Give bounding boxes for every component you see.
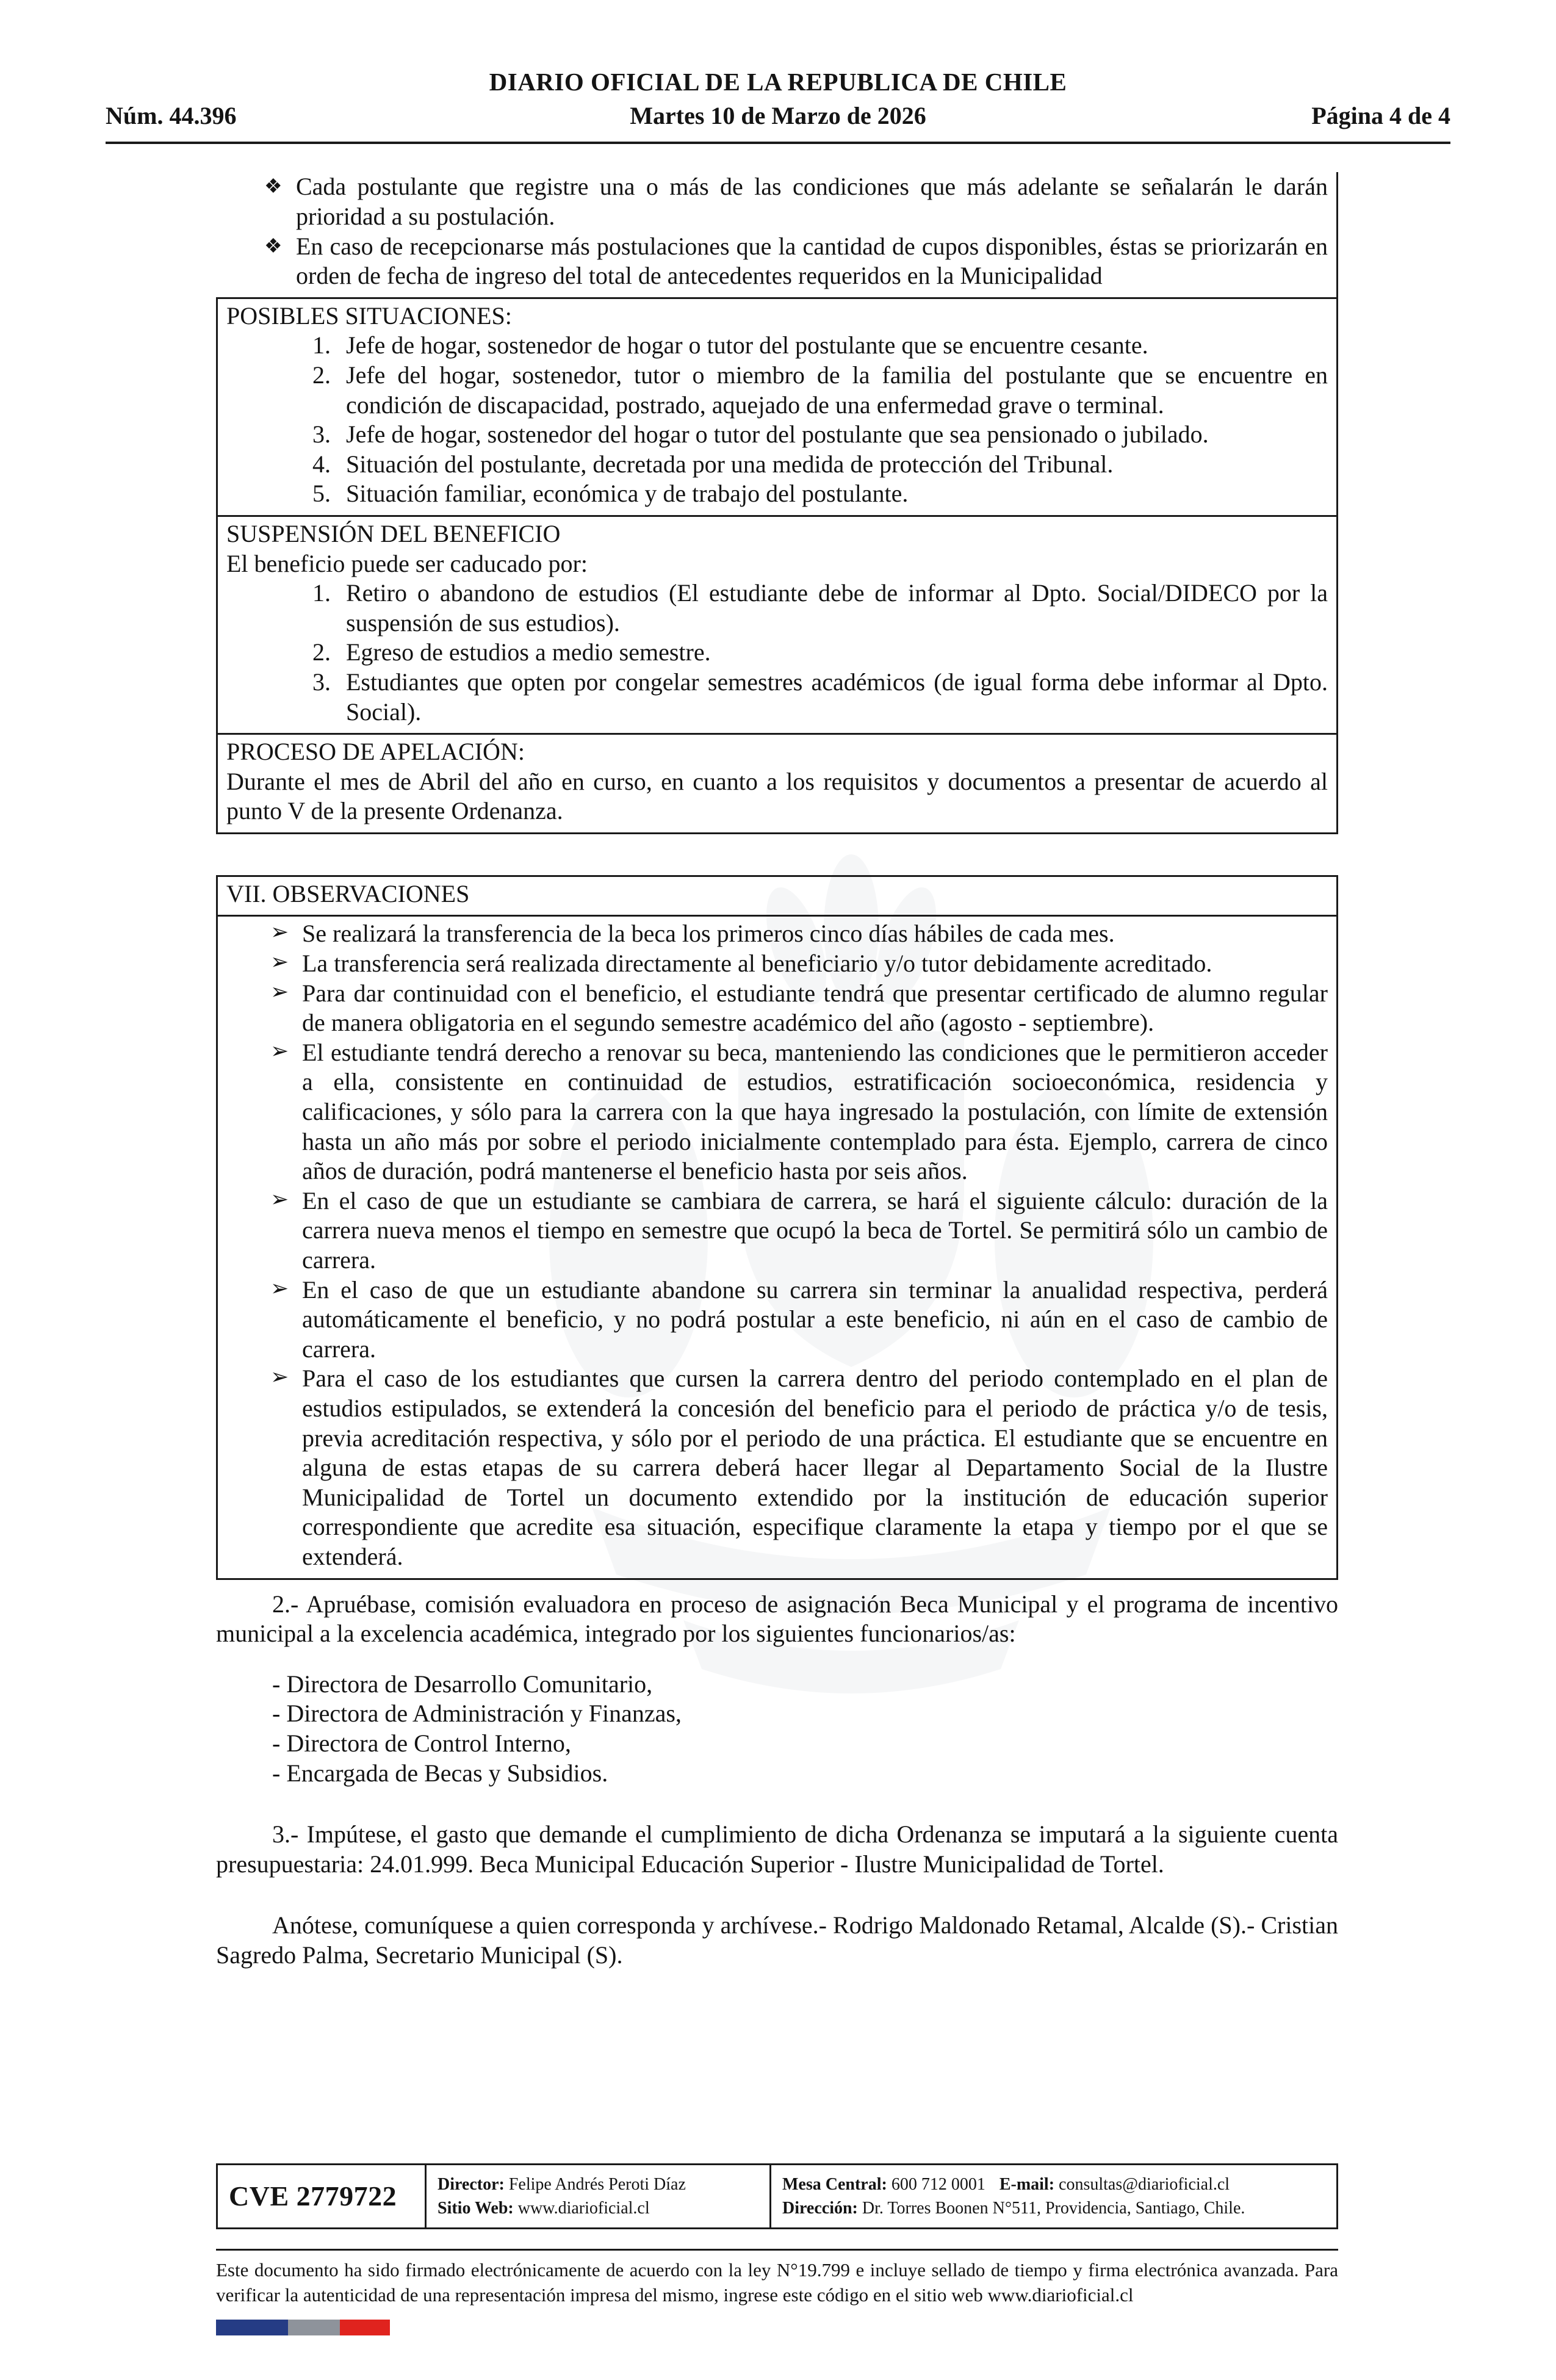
arrow-bullet-item: ➢ En el caso de que un estudiante abandone su carrera sin terminar la anualidad respectiva, perderá automáticamente el beneficio, y no podrá postular a este beneficio, ni aún en el caso de cambio de carrera. [226, 1275, 1328, 1365]
issue-number: Núm. 44.396 [106, 101, 237, 129]
masthead [0, 0, 1556, 144]
proceso-apelacion-section [216, 735, 1338, 834]
director-cell [425, 2165, 769, 2227]
direccion-line [782, 2196, 1330, 2220]
arrow-bullet-icon: ➢ [270, 1275, 289, 1300]
arrow-bullet-item: ➢ El estudiante tendrá derecho a renovar su beca, manteniendo las condiciones que le permitieron acceder a ella, consistente en continuidad de estudios, estratificación socioeconómica, residencia y calificaciones, y sólo para la carrera con la que haya ingresado la postulación, con límite de extensión hasta un año más por sobre el periodo inicialmente contemplado para ésta. Ejemplo, carrera de cinco años de duración, podrá mantenerse el beneficio hasta por seis años. [226, 1038, 1328, 1186]
arrow-bullet-icon: ➢ [270, 1186, 289, 1211]
masthead-meta-row [106, 101, 1450, 131]
arrow-bullet-item: ➢ Se realizará la transferencia de la beca los primeros cinco días hábiles de cada mes. [226, 919, 1328, 949]
director-name: Felipe Andrés Peroti Díaz [508, 2175, 686, 2194]
numbered-item: 5. Situación familiar, económica y de trabajo del postulante. [312, 480, 909, 508]
observaciones-table [216, 875, 1338, 1580]
sitio-url: www.diarioficial.cl [517, 2199, 650, 2218]
paragraph-imputese: 3.- Impútese, el gasto que demande el cumplimiento de dicha Ordenanza se imputará a la siguiente cuenta presupuestaria: 24.01.999. Beca Municipal Educación Superior - Ilustre Municipalidad de Tortel. [216, 1820, 1338, 1878]
sitio-line [438, 2196, 763, 2220]
cve-code: CVE 2779722 [229, 2180, 397, 2212]
arrow-bullet-item: ➢ La transferencia será realizada directamente al beneficiario y/o tutor debidamente acreditado. [226, 949, 1328, 979]
numbered-item: 1. Retiro o abandono de estudios (El estudiante debe de informar al Dpto. Social/DIDECO por la suspensión de sus estudios). [312, 579, 1328, 636]
apelacion-text: Durante el mes de Abril del año en curso, en cuanto a los requisitos y documentos a presentar de acuerdo al punto V de la presente Ordenanza. [226, 767, 1328, 825]
intro-bullet-text: Cada postulante que registre una o más de las condiciones que más adelante se señalarán le darán prioridad a su postulación. [296, 173, 1328, 230]
contact-cell [769, 2165, 1336, 2227]
section-title: PROCESO DE APELACIÓN: [226, 738, 525, 766]
arrow-bullet-icon: ➢ [270, 1038, 289, 1063]
arrow-bullet-item: ➢ Para dar continuidad con el beneficio, el estudiante tendrá que presentar certificado de alumno regular de manera obligatoria en el segundo semestre académico del año (agosto - septiembre). [226, 979, 1328, 1038]
section-title: POSIBLES SITUACIONES: [226, 301, 512, 330]
director-line [438, 2173, 763, 2196]
committee-list-item: - Directora de Administración y Finanzas, [272, 1700, 682, 1728]
masthead-title: DIARIO OFICIAL DE LA REPUBLICA DE CHILE [489, 68, 1067, 96]
observaciones-header [216, 875, 1338, 917]
numbered-item: 3. Estudiantes que opten por congelar semestres académicos (de igual forma debe informar al Dpto. Social). [312, 668, 1328, 726]
resolution-paragraphs [216, 1590, 1338, 1971]
paragraph-apruebase: 2.- Apruébase, comisión evaluadora en proceso de asignación Beca Municipal y el programa de incentivo municipal a la excelencia académica, integrado por los siguientes funcionarios/as: [216, 1590, 1338, 1648]
email-label: E-mail: [999, 2175, 1055, 2194]
direccion-label: Dirección: [782, 2199, 858, 2218]
legal-note: Este documento ha sido firmado electrónicamente de acuerdo con la ley N°19.799 e incluye sellado de tiempo y firma electrónica avanzada. Para verificar la autenticidad de una representación impresa del mismo, ingrese este código en el sitio web www.diarioficial.cl [216, 2259, 1338, 2306]
arrow-bullet-icon: ➢ [270, 920, 289, 945]
mesa-label: Mesa Central: [782, 2175, 887, 2194]
diamond-bullet-icon: ❖ [264, 176, 283, 198]
numbered-item: 4. Situación del postulante, decretada por una medida de protección del Tribunal. [312, 450, 1114, 478]
director-label: Director: [438, 2175, 505, 2194]
conditions-table [216, 297, 1338, 834]
intro-bullet-item [216, 232, 1328, 291]
arrow-bullet-icon: ➢ [270, 979, 289, 1004]
footer-info-box [216, 2163, 1338, 2229]
arrow-bullet-item: ➢ Para el caso de los estudiantes que cursen la carrera dentro del periodo contemplado en el plan de estudios estipulados, se extenderá la concesión del beneficio para el periodo de práctica y/o de tesis, previa acreditación respectiva, y sólo por el periodo de una práctica. El estudiante que se encuentre en alguna de estas etapas de su carrera deberá hacer llegar al Departamento Social de la Ilustre Municipalidad de Tortel un documento extendido por la institución de educación superior correspondiente que acredite esa situación, especifique claramente la etapa y tiempo por el que se extenderá. [226, 1364, 1328, 1571]
committee-list-item: - Directora de Desarrollo Comunitario, [272, 1670, 653, 1698]
flag-bar [216, 2320, 390, 2335]
committee-list-item: - Directora de Control Interno, [272, 1729, 571, 1757]
numbered-item: 2. Egreso de estudios a medio semestre. [312, 638, 711, 666]
suspension-lead: El beneficio puede ser caducado por: [226, 549, 588, 577]
committee-list [272, 1670, 1338, 1788]
flag-white-segment [288, 2320, 340, 2335]
numbered-item: 1. Jefe de hogar, sostenedor de hogar o tutor del postulante que se encuentre cesante. [312, 331, 1148, 359]
committee-list-item: - Encargada de Becas y Subsidios. [272, 1759, 608, 1787]
issue-date: Martes 10 de Marzo de 2026 [630, 101, 926, 129]
header-rule [106, 142, 1450, 144]
mesa-line [782, 2173, 1330, 2196]
document-body [216, 172, 1338, 1970]
intro-bullet-text: En caso de recepcionarse más postulaciones que la cantidad de cupos disponibles, éstas se priorizarán en orden de fecha de ingreso del total de antecedentes requeridos en la Municipalidad [296, 232, 1328, 290]
numbered-item: 3. Jefe de hogar, sostenedor del hogar o tutor del postulante que sea pensionado o jubilado. [312, 420, 1209, 449]
flag-red-segment [340, 2320, 390, 2335]
section-title: VII. OBSERVACIONES [226, 879, 470, 907]
arrow-bullet-icon: ➢ [270, 950, 289, 975]
mesa-phone: 600 712 0001 [891, 2175, 985, 2194]
flag-blue-segment [216, 2320, 288, 2335]
diamond-bullet-icon: ❖ [264, 235, 283, 258]
observaciones-list [216, 917, 1338, 1579]
numbered-item: 2. Jefe del hogar, sostenedor, tutor o miembro de la familia del postulante que se encuentre en condición de discapacidad, postrado, aquejado de una enfermedad grave o terminal. [312, 361, 1328, 419]
intro-bullets-section [216, 172, 1338, 297]
page-footer [216, 2163, 1338, 2335]
intro-bullet-item [216, 172, 1328, 231]
email-address: consultas@diarioficial.cl [1059, 2175, 1230, 2194]
footer-rule [216, 2249, 1338, 2251]
direccion-value: Dr. Torres Boonen N°511, Providencia, Santiago, Chile. [862, 2199, 1245, 2218]
suspension-beneficio-section [216, 517, 1338, 735]
section-spacer [216, 834, 1338, 875]
posibles-situaciones-section [216, 297, 1338, 517]
sitio-label: Sitio Web: [438, 2199, 514, 2218]
page-indicator: Página 4 de 4 [1311, 101, 1450, 129]
section-title: SUSPENSIÓN DEL BENEFICIO [226, 519, 561, 547]
arrow-bullet-icon: ➢ [270, 1365, 289, 1390]
arrow-bullet-item: ➢ En el caso de que un estudiante se cambiara de carrera, se hará el siguiente cálculo: duración de la carrera nueva menos el tiempo en semestre que ocupó la beca de Tortel. Se permitirá sólo un cambio de carrera. [226, 1186, 1328, 1275]
paragraph-anotese: Anótese, comuníquese a quien corresponda y archívese.- Rodrigo Maldonado Retamal, Alcalde (S).- Cristian Sagredo Palma, Secretario Municipal (S). [216, 1911, 1338, 1969]
